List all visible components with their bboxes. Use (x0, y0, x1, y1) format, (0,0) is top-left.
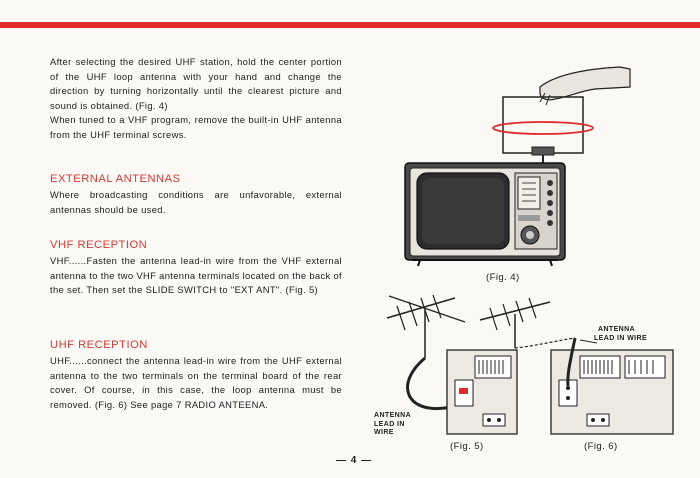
fig5-label-line-2: LEAD IN (374, 420, 405, 428)
fig4-tv-illustration (390, 55, 680, 270)
fig5-label-line-1: ANTENNA (374, 412, 412, 419)
heading-vhf-reception: VHF RECEPTION (50, 239, 148, 251)
fig5-fig6-illustration (375, 288, 675, 438)
fig5-lead-in-label (374, 412, 411, 438)
heading-uhf-reception: UHF RECEPTION (50, 339, 148, 351)
intro-paragraph-1: After selecting the desired UHF station, hold the center portion of the UHF loop antenna with your hand and change the direction by turning horizontally until the clearest picture and sound is obtained. (Fig. 4) (50, 56, 342, 111)
fig5-label-line-3: WIRE (374, 429, 394, 436)
body-uhf-reception: UHF......connect the antenna lead-in wire from the UHF external antenna to the two terminals on the terminal board of the rear cover. Of course, in this case, the loop antenna must be removed. (Fig. 6) See page 7 RADIO ANTEENA. (50, 355, 342, 410)
fig6-lead-in-label (594, 326, 647, 343)
body-external-antennas: Where broadcasting conditions are unfavorable, external antennas should be used. (50, 189, 342, 215)
section-uhf-reception (50, 338, 342, 412)
fig6-label-line-1: ANTENNA (598, 326, 636, 333)
fig6-caption: (Fig. 6) (584, 441, 618, 452)
section-vhf-reception (50, 238, 342, 298)
body-vhf-reception: VHF......Fasten the antenna lead-in wire from the VHF external antenna to the two VHF antenna terminals located on the back of the set. Then set the SLIDE SWITCH to "EXT ANT". (Fig. 5) (50, 255, 343, 296)
fig5-caption: (Fig. 5) (450, 441, 484, 452)
intro-paragraph-2: When tuned to a VHF program, remove the built-in UHF antenna from the UHF terminal screws. (50, 114, 342, 140)
fig6-label-line-2: LEAD IN WIRE (594, 334, 648, 342)
fig4-caption: (Fig. 4) (486, 272, 520, 283)
heading-external-antennas: EXTERNAL ANTENNAS (50, 173, 181, 185)
section-external-antennas (50, 172, 342, 217)
page-number: — 4 — (336, 455, 373, 466)
top-red-rule (0, 22, 700, 28)
intro-text (50, 55, 342, 143)
